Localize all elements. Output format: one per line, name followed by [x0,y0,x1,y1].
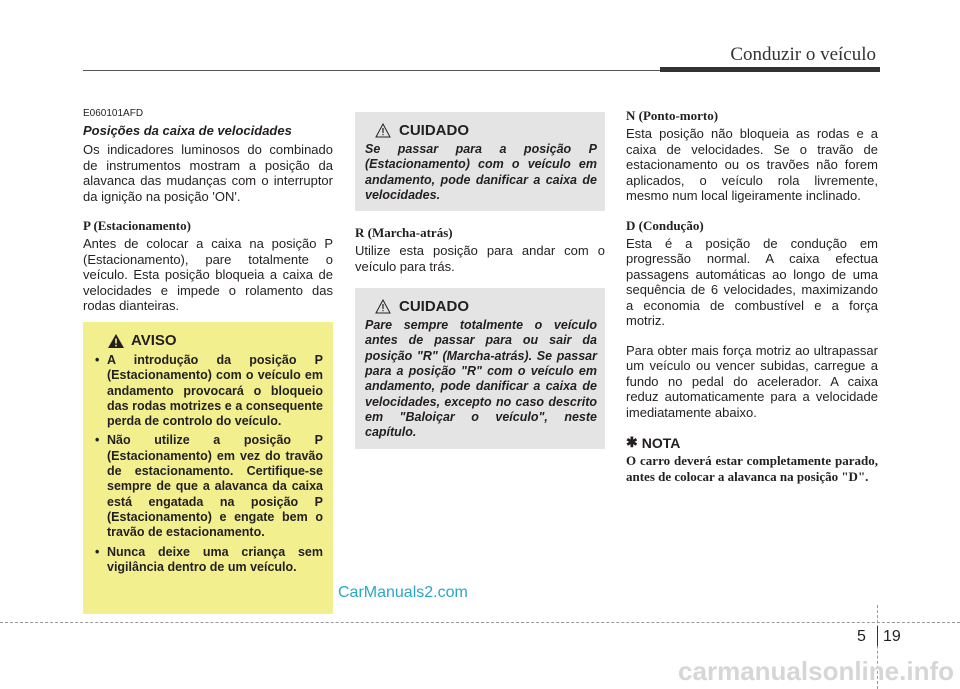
warning-item: • Nunca deixe uma criança sem vigilância dentro de um veículo. [93,545,323,576]
note-text: O carro deverá estar completamente parado, antes de colocar a alavanca na posição "D". [626,453,878,484]
caution-title: CUIDADO [399,122,469,139]
asterisk-icon: ✱ [626,434,638,450]
watermark-site[interactable]: carmanualsonline.info [678,656,954,686]
page-number-separator [877,626,878,646]
caution-text: Se passar para a posição P (Estacionamento) com o veículo em andamento, pode danificar a caixa de velocidades. [365,142,597,202]
caution-header [375,122,597,139]
section-code: E060101AFD [83,108,144,119]
n-paragraph: Esta posição não bloqueia as rodas e a caixa de velocidades. Se o travão de estacionamento ou os travões não forem aplicados, o veículo rola livremente, mesmo num local ligeiramente inclinado. [626,126,878,203]
note-title: NOTA [641,434,681,451]
header-rule-accent [660,67,880,72]
n-heading: N (Ponto-morto) [626,108,719,123]
caution-title: CUIDADO [399,298,469,316]
p-heading: P (Estacionamento) [83,218,191,233]
r-heading: R (Marcha-atrás) [355,225,453,241]
warning-item: • A introdução da posição P (Estacionamento) com o veículo em andamento provocará o bloqueio das rodas motrizes e a consequente perda de controlo do veículo. [93,353,323,429]
right-column [626,108,878,484]
warning-box [83,322,333,614]
d-paragraph: Esta é a posição de condução em progressão normal. A caixa efectua passagens automáticas ao longo de uma sequência de 6 velocidades, maximizando a economia de combustível e a força motriz. [626,235,878,328]
intro-paragraph: Os indicadores luminosos do combinado de instrumentos mostram a posição da alavanca das mudanças com o interruptor da ignição na posição 'ON'. [83,142,333,204]
caution-header [375,298,597,315]
chapter-number: 5 [857,628,866,645]
page-number: 19 [883,628,901,645]
caution-text: Pare sempre totalmente o veículo antes de passar para ou sair da posição "R" (Marcha-atrás). Se passar para a posição "R" com o veículo em andamento, pode danificar a caixa de velocidades, excepto no caso descrito em "Baloiçar o veículo", neste capítulo. [365,318,597,440]
section-subheading: Posições da caixa de velocidades [83,123,292,138]
r-paragraph: Utilize esta posição para andar com o veículo para trás. [355,243,605,274]
warning-list [93,353,323,575]
warning-item: • Não utilize a posição P (Estacionamento) em vez do travão de estacionamento. Certifique-se sempre de que a alavanca da caixa está engatada na posição P (Estacionamento) e engate bem o travão de estacionamento. [93,433,323,540]
middle-column [355,108,605,463]
caution-box [355,112,605,211]
caution-triangle-icon [375,299,391,314]
left-column [83,108,333,328]
note-header [626,434,878,451]
caution-box [355,288,605,448]
footer-rule [0,622,960,623]
warning-triangle-icon [107,333,125,349]
watermark-logo[interactable]: CarManuals2.com [338,584,468,601]
chapter-title: Conduzir o veículo [730,44,876,65]
warning-title: AVISO [131,332,177,349]
caution-triangle-icon [375,123,391,138]
warning-header [107,332,323,349]
d-paragraph-2: Para obter mais força motriz ao ultrapassar um veículo ou vencer subidas, carregue a fundo no pedal do acelerador. A caixa reduz automaticamente para a velocidade imediatamente abaixo. [626,342,878,420]
header-rule [83,70,663,71]
p-paragraph: Antes de colocar a caixa na posição P (Estacionamento), pare totalmente o veículo. Esta posição bloqueia a caixa de velocidades e impede o rolamento das rodas dianteiras. [83,236,333,313]
d-heading: D (Condução) [626,217,704,233]
